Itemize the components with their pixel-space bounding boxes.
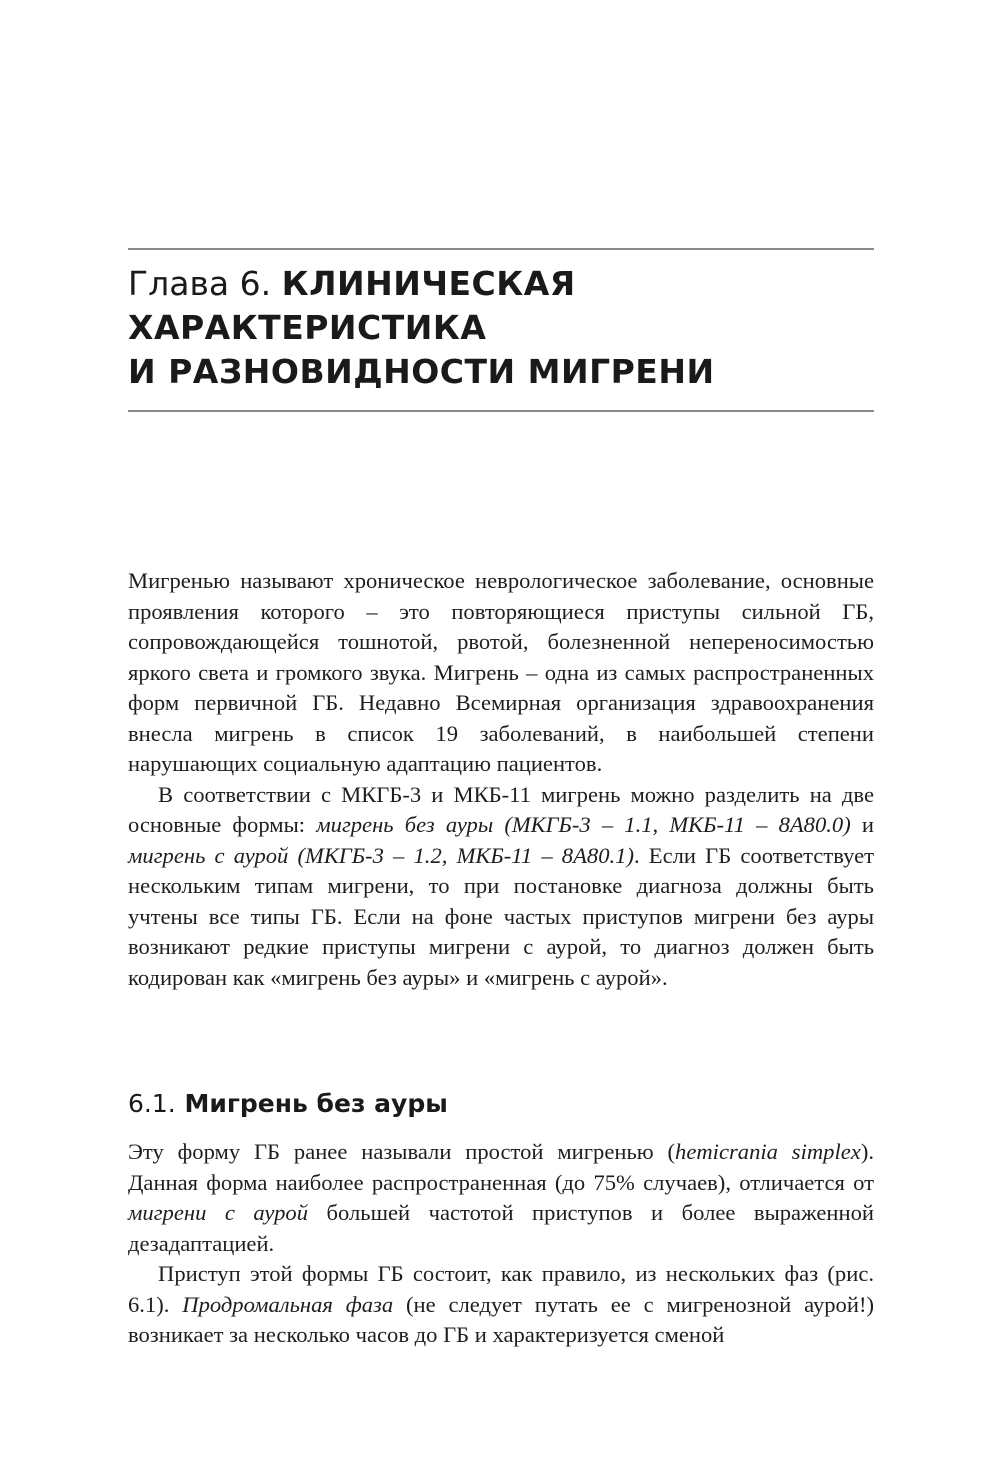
chapter-title-line-3: И РАЗНОВИДНОСТИ МИГРЕНИ	[128, 352, 715, 391]
bottom-divider	[128, 410, 874, 412]
intro-p2-italic-migraine-without-aura: мигрень без ауры (МКГБ-3 – 1.1, МКБ-11 – 8A80.0)	[316, 812, 851, 837]
intro-p2-italic-migraine-with-aura: мигрень с аурой (МКГБ-3 – 1.2, МКБ-11 – 8A80.1)	[128, 842, 634, 868]
intro-p2-text-e: . Если ГБ соответствует нескольким типам мигрени, то при постановке диагноза должны быть учтены все типы ГБ. Если на фоне частых приступов мигрени без ауры возникают редкие приступы мигрени с аурой, то диагноз должен быть кодирован как «мигрень без ауры» и «мигрень с аурой».	[128, 842, 874, 990]
section-title	[128, 1087, 448, 1121]
section-paragraph-2	[128, 1259, 874, 1351]
top-divider	[128, 248, 874, 250]
section-paragraph-1	[128, 1137, 874, 1259]
intro-paragraph-2	[128, 780, 874, 994]
section-text	[128, 1137, 874, 1351]
section-p1-text-c: ). Данная форма наиболее распространенная (до 75% случаев), отличается от	[128, 1139, 875, 1195]
intro-p2-text-a: В соответствии с МКГБ-3 и МКБ-11 мигрень можно разделить на две основные формы:	[128, 781, 874, 837]
section-p1-text-e: большей частотой приступов и более выраженной дезадаптацией.	[128, 1200, 874, 1256]
section-title-text: Мигрень без ауры	[184, 1089, 448, 1118]
section-p2-text-a: Приступ этой формы ГБ состоит, как правило, из нескольких фаз (рис. 6.1).	[128, 1261, 874, 1317]
chapter-label: Глава 6.	[128, 264, 272, 303]
chapter-title-line-2: ХАРАКТЕРИСТИКА	[128, 308, 487, 347]
section-p1-italic-migraine-with-aura: мигрени с аурой	[128, 1200, 309, 1225]
chapter-title	[128, 262, 874, 394]
intro-text	[128, 566, 874, 993]
section-p2-text-c: (не следует путать ее с мигренозной аурой!) возникает за несколько часов до ГБ и характеризуется сменой	[128, 1291, 874, 1347]
section-number: 6.1.	[128, 1089, 176, 1118]
section-p1-text-a: Эту форму ГБ ранее называли простой мигренью (	[128, 1139, 676, 1164]
chapter-title-line-1: КЛИНИЧЕСКАЯ	[281, 264, 576, 303]
section-p2-italic-prodromal-phase: Продромальная фаза	[182, 1291, 394, 1317]
section-p1-italic-latin-term: hemicrania simplex	[675, 1139, 861, 1164]
intro-paragraph-1: Мигренью называют хроническое неврологическое заболевание, основные проявления которого – это повторяющиеся приступы сильной ГБ, сопровождающейся тошнотой, рвотой, болезненной непереносимостью яркого света и громкого звука. Мигрень – одна из самых распространенных форм первичной ГБ. Недавно Всемирная организация здравоохранения внесла мигрень в список 19 заболеваний, в наибольшей степени нарушающих социальную адаптацию пациентов.	[128, 568, 874, 776]
intro-p2-text-c: и	[850, 812, 875, 837]
